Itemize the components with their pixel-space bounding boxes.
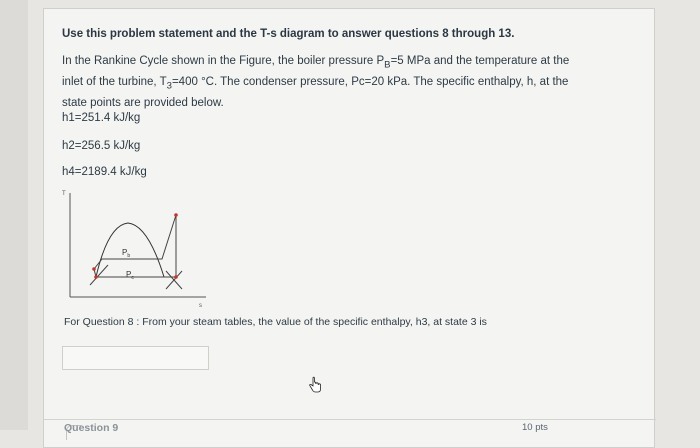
problem-statement bbox=[62, 53, 582, 111]
statement-part-1: In the Rankine Cycle shown in the Figure, the boiler pressure P bbox=[62, 55, 385, 67]
question-9-divider bbox=[44, 419, 656, 420]
question-9-points: 10 pts bbox=[522, 422, 548, 433]
statement-part-2: =5 MPa and the temperature at the inlet of the turbine, T bbox=[62, 55, 570, 88]
h2-value: h2=256.5 kJ/kg bbox=[62, 140, 141, 152]
hand-cursor-icon bbox=[308, 377, 322, 393]
question-9-label: Question 9 bbox=[64, 422, 119, 434]
pc-label: $P_c$ bbox=[126, 270, 134, 281]
statement-part-3: =400 °C. The condenser pressure, Pc=20 kPa. The specific enthalpy, h, at the state points are provided below. bbox=[62, 75, 569, 109]
boiler-line bbox=[94, 215, 176, 269]
statement-sub-3: 3 bbox=[166, 80, 172, 92]
t-axis-label: T bbox=[62, 191, 66, 197]
question-8-prompt: For Question 8 : From your steam tables, the value of the specific enthalpy, h3, at state 3 is bbox=[64, 316, 487, 328]
state-point-3 bbox=[174, 213, 178, 217]
h1-value: h1=251.4 kJ/kg bbox=[62, 112, 141, 124]
problem-title: Use this problem statement and the T-s diagram to answer questions 8 through 13. bbox=[62, 28, 515, 40]
s-axis-label: s bbox=[199, 303, 202, 309]
state-point-1 bbox=[94, 275, 98, 279]
state-point-4 bbox=[174, 275, 178, 279]
state-point-2 bbox=[92, 267, 96, 271]
pb-label: $P_b$ bbox=[122, 248, 131, 259]
ts-diagram bbox=[58, 185, 238, 309]
question-card bbox=[43, 8, 655, 448]
left-strip bbox=[0, 0, 28, 430]
h4-value: h4=2189.4 kJ/kg bbox=[62, 166, 147, 178]
question-8-answer-input[interactable] bbox=[62, 346, 209, 370]
statement-sub-b: B bbox=[384, 59, 391, 71]
saturation-dome bbox=[96, 223, 164, 277]
